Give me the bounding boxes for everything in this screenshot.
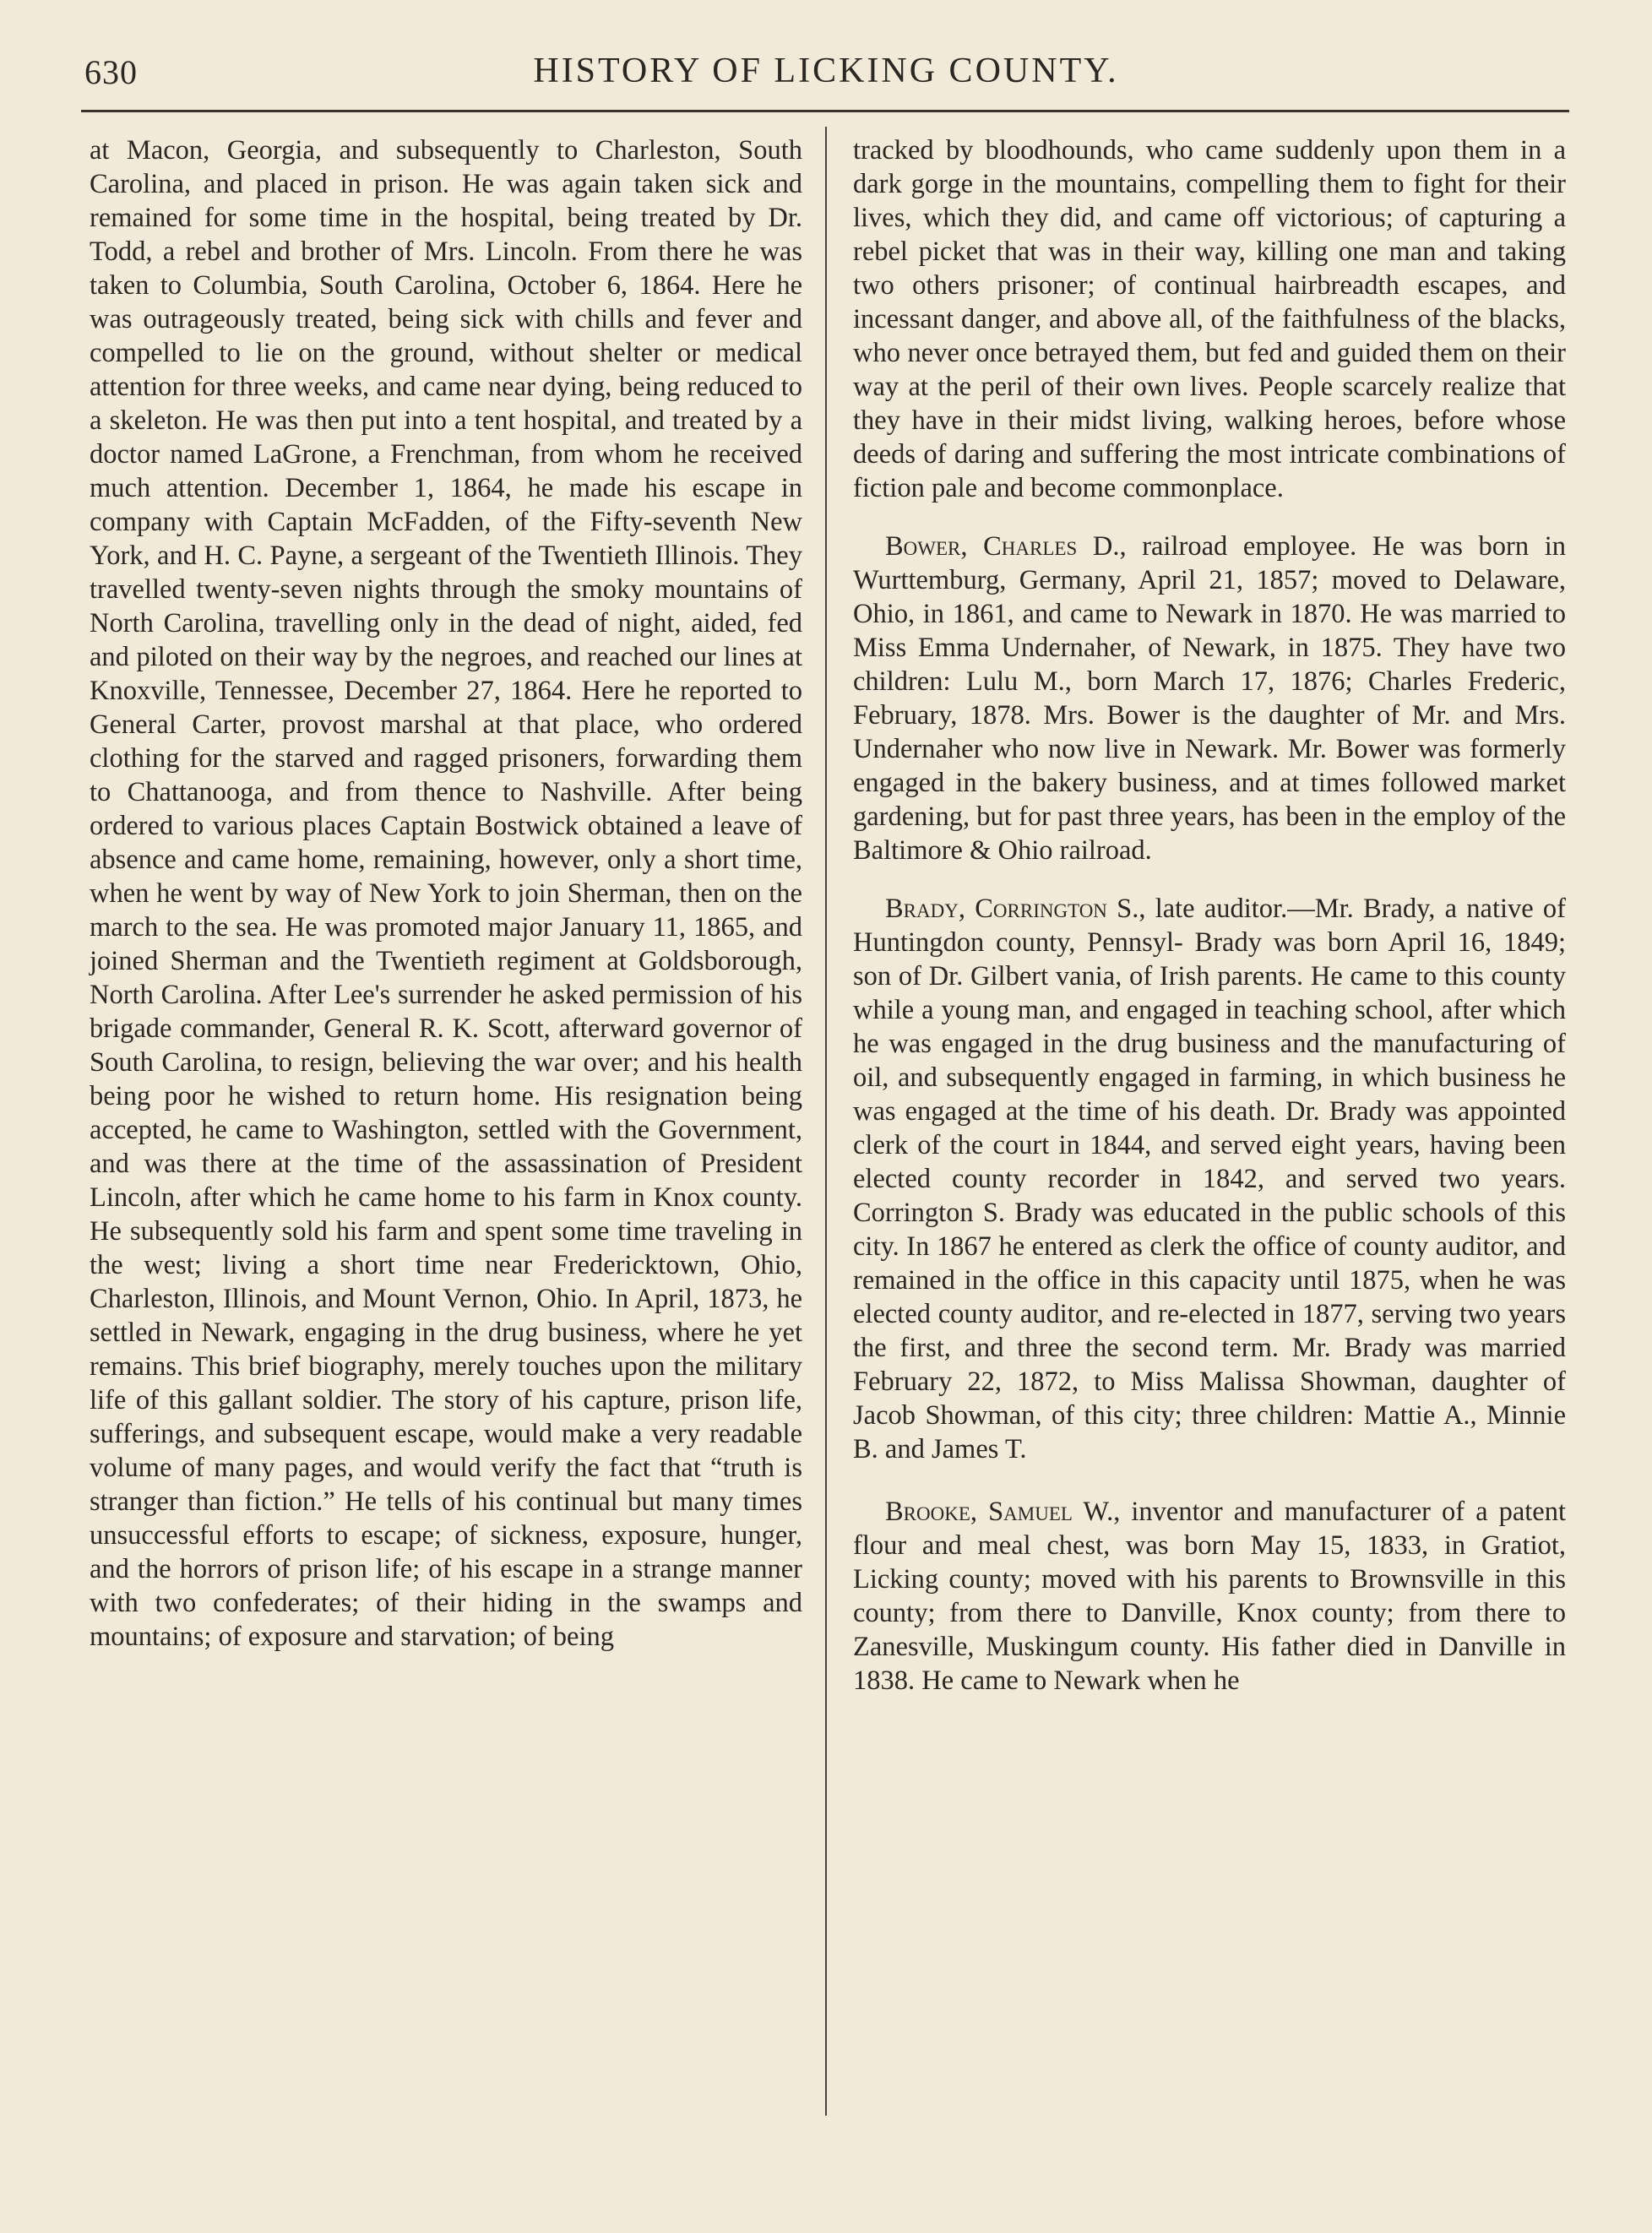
left-column-text: at Macon, Georgia, and subsequently to Charleston, South Carolina, and placed in prison. He was again taken sick and remained for some time in the hospital, being treated by Dr. Todd, a rebel and brother of Mrs. Lincoln. From there he was taken to Columbia, South Carolina, October 6, 1864. Here he was outrageously treated, being sick with chills and fever and compelled to lie on the ground, without shelter or medical attention for three weeks, and came near dying, being reduced to a skeleton. He was then put into a tent hospital, and treated by a doctor named LaGrone, a Frenchman, from whom he received much attention. December 1, 1864, he made his escape in company with Captain McFadden, of the Fifty-seventh New York, and H. C. Payne, a sergeant of the Twentieth Illinois. They travelled twenty-seven nights through the smoky mountains of North Carolina, travelling only in the dead of night, aided, fed and piloted on their way by the negroes, and reached our lines at Knoxville, Tennessee, December 27, 1864. Here he reported to General Carter, provost marshal at that place, who ordered clothing for the starved and ragged prisoners, forwarding them to Chattanooga, and from thence to Nashville. After being ordered to various places Captain Bostwick obtained a leave of absence and came home, remaining, however, only a short time, when he went by way of New York to join Sherman, then on the march to the sea. He was promoted major January 11, 1865, and joined Sherman and the Twentieth regiment at Goldsborough, North Carolina. After Lee's surrender he asked permission of his brigade commander, General R. K. Scott, afterward governor of South Carolina, to resign, believing the war over; and his health being poor he wished to return home. His resignation being accepted, he came to Washington, settled with the Government, and was there at the time of the assassination of President Lincoln, after which he came home to his farm in Knox county. He subsequently sold his farm and spent some time traveling in the west; living a short time near Fredericktown, Ohio, Charleston, Illinois, and Mount Vernon, Ohio. In April, 1873, he settled in Newark, engaging in the drug business, where he yet remains. This brief biography, merely touches upon the military life of this gallant soldier. The story of his capture, prison life, sufferings, and subsequent escape, would make a very readable volume of many pages, and would verify the fact that “truth is stranger than fiction.” He tells of his continual but many times unsuccessful efforts to escape; of sickness, exposure, hunger, and the horrors of prison life; of his escape in a strange manner with two confederates; of their hiding in the swamps and mountains; of exposure and starvation; of being bbox=[90, 135, 802, 1652]
entry-given-name: Samuel bbox=[988, 1497, 1073, 1527]
header-rule bbox=[81, 110, 1569, 112]
entry-text: D., railroad employee. He was born in Wurttemburg, Germany, April 21, 1857; moved to Delaware, Ohio, in 1861, and came to Newark in 1870. He was married to Miss Emma Undernaher, of Newark, in 1875. They have two children: Lulu M., born March 17, 1876; Charles Frederic, February, 1878. Mrs. Bower is the daughter of Mr. and Mrs. Undernaher who now live in Newark. Mr. Bower was formerly engaged in the bakery business, and at times followed market gardening, but for past three years, has been in the employ of the Baltimore & Ohio railroad. bbox=[853, 531, 1567, 866]
right-column-continuation: tracked by bloodhounds, who came suddenly upon them in a dark gorge in the mountains, compelling them to fight for their lives, which they did, and came off victorious; of capturing a rebel picket that was in their way, killing one man and taking two others prisoner; of continual hairbreadth escapes, and incessant danger, and above all, of the faithfulness of the blacks, who never once betrayed them, but fed and guided them on their way at the peril of their own lives. People scarcely realize that they have in their midst living, walking heroes, before whose deeds of daring and suffering the most intricate combinations of fiction pale and become commonplace. bbox=[853, 135, 1566, 503]
biography-entry-brooke: Brooke, Samuel W., inventor and manufacturer of a patent flour and meal chest, was born May 15, 1833, in Gratiot, Licking county; moved with his parents to Brownsville in this county; from there to Danville, Knox county; from there to Zanesville, Muskingum county. His father died in Danville in 1838. He came to Newark when he bbox=[853, 1497, 1566, 1696]
entry-given-name: Charles bbox=[983, 531, 1078, 562]
entry-text: S., late auditor.—Mr. Brady, a native of Huntingdon county, Pennsyl- Brady was born April 16, 1849; son of Dr. Gilbert vania, of Irish parents. He came to this county while a young man, and engaged in teaching school, after which he was engaged in the drug business and the manufacturing of oil, and subsequently engaged in farming, in which business he was engaged at the time of his death. Dr. Brady was appointed clerk of the court in 1844, and served eight years, having been elected county recorder in 1842, and served two years. Corrington S. Brady was educated in the public schools of this city. In 1867 he entered as clerk the office of county auditor, and remained in the office in this capacity until 1875, when he was elected county auditor, and re-elected in 1877, serving two years the first, and three the second term. Mr. Brady was married February 22, 1872, to Miss Malissa Showman, daughter of Jacob Showman, of this city; three children: Mattie A., Minnie B. and James T. bbox=[853, 894, 1567, 1464]
biography-entry-bower: Bower, Charles D., railroad employee. He was born in Wurttemburg, Germany, April 21, 1857; moved to Delaware, Ohio, in 1861, and came to Newark in 1870. He was married to Miss Emma Undernaher, of Newark, in 1875. They have two children: Lulu M., born March 17, 1876; Charles Frederic, February, 1878. Mrs. Bower is the daughter of Mr. and Mrs. Undernaher who now live in Newark. Mr. Bower was formerly engaged in the bakery business, and at times followed market gardening, but for past three years, has been in the employ of the Baltimore & Ohio railroad. bbox=[853, 531, 1567, 866]
entry-text: W., inventor and manufacturer of a patent flour and meal chest, was born May 15, 1833, in Gratiot, Licking county; moved with his parents to Brownsville in this county; from there to Danville, Knox county; from there to Zanesville, Muskingum county. His father died in Danville in 1838. He came to Newark when he bbox=[853, 1497, 1566, 1696]
left-column bbox=[90, 133, 802, 1654]
running-title: HISTORY OF LICKING COUNTY. bbox=[533, 52, 1119, 90]
entry-surname: Bower bbox=[885, 531, 961, 562]
entry-given-name: Corrington bbox=[975, 894, 1107, 924]
entry-surname: Brooke bbox=[885, 1497, 970, 1527]
biography-entry-brady: Brady, Corrington S., late auditor.—Mr. Brady, a native of Huntingdon county, Pennsyl- Brady was born April 16, 1849; son of Dr. Gilbert vania, of Irish parents. He came to this county while a young man, and engaged in teaching school, after which he was engaged in the drug business and the manufacturing of oil, and subsequently engaged in farming, in which business he was engaged at the time of his death. Dr. Brady was appointed clerk of the court in 1844, and served eight years, having been elected county recorder in 1842, and served two years. Corrington S. Brady was educated in the public schools of this city. In 1867 he entered as clerk the office of county auditor, and remained in the office in this capacity until 1875, when he was elected county auditor, and re-elected in 1877, serving two years the first, and three the second term. Mr. Brady was married February 22, 1872, to Miss Malissa Showman, daughter of Jacob Showman, of this city; three children: Mattie A., Minnie B. and James T. bbox=[853, 894, 1567, 1464]
right-column bbox=[853, 133, 1566, 1698]
entry-surname: Brady bbox=[885, 894, 959, 924]
column-divider bbox=[825, 127, 827, 2116]
page-number: 630 bbox=[84, 53, 138, 91]
